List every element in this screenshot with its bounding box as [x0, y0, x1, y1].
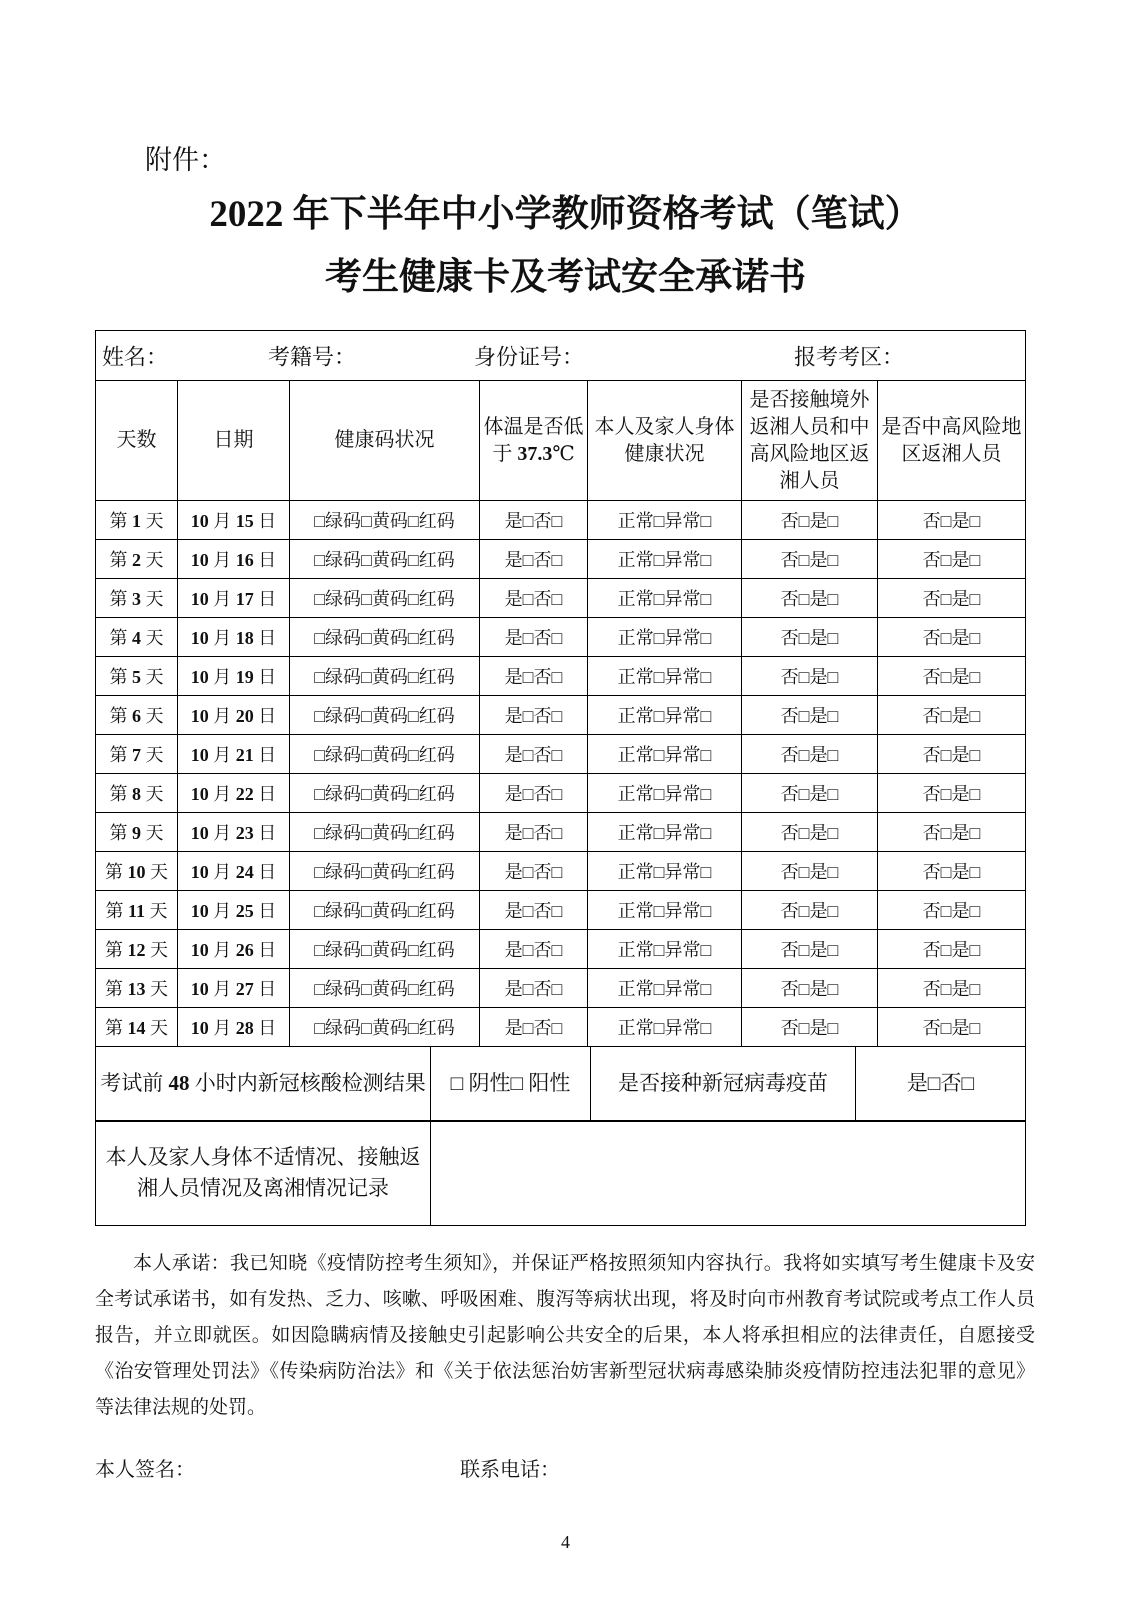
temperature-cell: 是□否□	[480, 657, 588, 696]
info-cell	[96, 331, 1026, 381]
risk-area-cell: 否□是□	[878, 501, 1026, 540]
risk-area-cell: 否□是□	[878, 1008, 1026, 1047]
temperature-cell: 是□否□	[480, 969, 588, 1008]
table-row	[96, 657, 1026, 696]
table-row	[96, 774, 1026, 813]
id-number-label: 身份证号：	[474, 344, 585, 369]
day-cell: 第 12 天	[96, 930, 178, 969]
risk-area-cell: 否□是□	[878, 579, 1026, 618]
risk-area-cell: 否□是□	[878, 930, 1026, 969]
day-cell: 第 13 天	[96, 969, 178, 1008]
date-cell: 10 月 15 日	[178, 501, 290, 540]
col-header-date: 日期	[178, 381, 290, 501]
record-label: 本人及家人身体不适情况、接触返湘人员情况及离湘情况记录	[96, 1121, 431, 1226]
page-title-line1: 2022 年下半年中小学教师资格考试（笔试）	[209, 194, 922, 235]
day-cell: 第 2 天	[96, 540, 178, 579]
health-status-cell: 正常□异常□	[588, 1008, 742, 1047]
table-row	[96, 852, 1026, 891]
date-cell: 10 月 26 日	[178, 930, 290, 969]
contact-cell: 否□是□	[742, 696, 878, 735]
health-status-cell: 正常□异常□	[588, 852, 742, 891]
date-cell: 10 月 21 日	[178, 735, 290, 774]
table-row	[96, 891, 1026, 930]
health-status-cell: 正常□异常□	[588, 501, 742, 540]
date-cell: 10 月 22 日	[178, 774, 290, 813]
table-row	[96, 813, 1026, 852]
date-cell: 10 月 17 日	[178, 579, 290, 618]
health-status-cell: 正常□异常□	[588, 579, 742, 618]
risk-area-cell: 否□是□	[878, 735, 1026, 774]
health-code-cell: □绿码□黄码□红码	[290, 735, 480, 774]
col-header-day: 天数	[96, 381, 178, 501]
nucleic-test-table	[95, 1046, 1026, 1122]
record-row	[96, 1121, 1026, 1226]
contact-cell: 否□是□	[742, 540, 878, 579]
col-header-risk-area: 是否中高风险地区返湘人员	[878, 381, 1026, 501]
column-header-row	[96, 381, 1026, 501]
risk-area-cell: 否□是□	[878, 657, 1026, 696]
contact-cell: 否□是□	[742, 930, 878, 969]
risk-area-cell: 否□是□	[878, 618, 1026, 657]
nucleic-test-label: 考试前 48 小时内新冠核酸检测结果	[96, 1046, 431, 1121]
vaccine-label: 是否接种新冠病毒疫苗	[591, 1046, 856, 1121]
day-cell: 第 9 天	[96, 813, 178, 852]
health-status-cell: 正常□异常□	[588, 540, 742, 579]
day-cell: 第 14 天	[96, 1008, 178, 1047]
contact-cell: 否□是□	[742, 774, 878, 813]
date-cell: 10 月 20 日	[178, 696, 290, 735]
health-code-cell: □绿码□黄码□红码	[290, 852, 480, 891]
contact-cell: 否□是□	[742, 501, 878, 540]
date-cell: 10 月 18 日	[178, 618, 290, 657]
health-code-cell: □绿码□黄码□红码	[290, 813, 480, 852]
temperature-cell: 是□否□	[480, 696, 588, 735]
day-cell: 第 8 天	[96, 774, 178, 813]
day-cell: 第 3 天	[96, 579, 178, 618]
record-table	[95, 1120, 1026, 1226]
attachment-label: 附件：	[145, 145, 226, 175]
table-row	[96, 501, 1026, 540]
contact-cell: 否□是□	[742, 891, 878, 930]
signature-label: 本人签名：	[95, 1459, 195, 1481]
health-status-cell: 正常□异常□	[588, 969, 742, 1008]
health-code-cell: □绿码□黄码□红码	[290, 774, 480, 813]
health-status-cell: 正常□异常□	[588, 657, 742, 696]
health-status-cell: 正常□异常□	[588, 891, 742, 930]
temperature-cell: 是□否□	[480, 774, 588, 813]
exam-number-label: 考籍号：	[268, 344, 357, 369]
day-cell: 第 4 天	[96, 618, 178, 657]
date-cell: 10 月 25 日	[178, 891, 290, 930]
health-code-cell: □绿码□黄码□红码	[290, 1008, 480, 1047]
page-number: 4	[561, 1532, 570, 1552]
nucleic-result-options: □ 阴性□ 阳性	[431, 1046, 591, 1121]
health-code-cell: □绿码□黄码□红码	[290, 618, 480, 657]
col-header-health-status: 本人及家人身体健康状况	[588, 381, 742, 501]
date-cell: 10 月 27 日	[178, 969, 290, 1008]
col-header-health-code: 健康码状况	[290, 381, 480, 501]
risk-area-cell: 否□是□	[878, 813, 1026, 852]
health-status-cell: 正常□异常□	[588, 774, 742, 813]
day-cell: 第 11 天	[96, 891, 178, 930]
contact-cell: 否□是□	[742, 969, 878, 1008]
health-code-cell: □绿码□黄码□红码	[290, 930, 480, 969]
table-row	[96, 969, 1026, 1008]
health-status-cell: 正常□异常□	[588, 813, 742, 852]
contact-cell: 否□是□	[742, 618, 878, 657]
day-cell: 第 5 天	[96, 657, 178, 696]
table-row	[96, 696, 1026, 735]
temperature-cell: 是□否□	[480, 852, 588, 891]
phone-label: 联系电话：	[460, 1459, 560, 1481]
date-cell: 10 月 23 日	[178, 813, 290, 852]
temperature-cell: 是□否□	[480, 501, 588, 540]
signature-row	[95, 1456, 1131, 1484]
day-cell: 第 7 天	[96, 735, 178, 774]
health-code-cell: □绿码□黄码□红码	[290, 657, 480, 696]
contact-cell: 否□是□	[742, 813, 878, 852]
day-cell: 第 6 天	[96, 696, 178, 735]
health-status-cell: 正常□异常□	[588, 618, 742, 657]
health-code-cell: □绿码□黄码□红码	[290, 696, 480, 735]
exam-district-label: 报考考区：	[794, 344, 905, 369]
health-code-cell: □绿码□黄码□红码	[290, 501, 480, 540]
risk-area-cell: 否□是□	[878, 696, 1026, 735]
health-status-cell: 正常□异常□	[588, 696, 742, 735]
health-status-cell: 正常□异常□	[588, 930, 742, 969]
page-title-line2: 考生健康卡及考试安全承诺书	[325, 257, 806, 298]
nucleic-test-row	[96, 1046, 1026, 1121]
table-row	[96, 1008, 1026, 1047]
temperature-cell: 是□否□	[480, 930, 588, 969]
date-cell: 10 月 16 日	[178, 540, 290, 579]
temperature-cell: 是□否□	[480, 579, 588, 618]
health-code-cell: □绿码□黄码□红码	[290, 579, 480, 618]
vaccine-options: 是□否□	[856, 1046, 1026, 1121]
table-row	[96, 540, 1026, 579]
table-row	[96, 579, 1026, 618]
health-code-cell: □绿码□黄码□红码	[290, 540, 480, 579]
commitment-paragraph: 本人承诺：我已知晓《疫情防控考生须知》，并保证严格按照须知内容执行。我将如实填写考生健康卡及安全考试承诺书，如有发热、乏力、咳嗽、呼吸困难、腹泻等病状出现，将及时向市州教育考试院或考点工作人员报告，并立即就医。如因隐瞒病情及接触史引起影响公共安全的后果，本人将承担相应的法律责任，自愿接受《治安管理处罚法》《传染病防治法》和《关于依法惩治妨害新型冠状病毒感染肺炎疫情防控违法犯罪的意见》等法律法规的处罚。	[95, 1253, 1035, 1418]
risk-area-cell: 否□是□	[878, 774, 1026, 813]
date-cell: 10 月 19 日	[178, 657, 290, 696]
date-cell: 10 月 24 日	[178, 852, 290, 891]
risk-area-cell: 否□是□	[878, 852, 1026, 891]
name-label: 姓名：	[102, 344, 169, 369]
col-header-temperature: 体温是否低于 37.3℃	[480, 381, 588, 501]
contact-cell: 否□是□	[742, 657, 878, 696]
health-status-cell: 正常□异常□	[588, 735, 742, 774]
date-cell: 10 月 28 日	[178, 1008, 290, 1047]
health-card-table	[95, 330, 1026, 1047]
health-code-cell: □绿码□黄码□红码	[290, 891, 480, 930]
temperature-cell: 是□否□	[480, 813, 588, 852]
contact-cell: 否□是□	[742, 579, 878, 618]
col-header-contact: 是否接触境外返湘人员和中高风险地区返湘人员	[742, 381, 878, 501]
temperature-cell: 是□否□	[480, 540, 588, 579]
temperature-cell: 是□否□	[480, 1008, 588, 1047]
health-code-cell: □绿码□黄码□红码	[290, 969, 480, 1008]
contact-cell: 否□是□	[742, 852, 878, 891]
info-row	[96, 331, 1026, 381]
record-blank-cell	[431, 1121, 1026, 1226]
temperature-cell: 是□否□	[480, 735, 588, 774]
table-row	[96, 618, 1026, 657]
table-row	[96, 930, 1026, 969]
contact-cell: 否□是□	[742, 735, 878, 774]
contact-cell: 否□是□	[742, 1008, 878, 1047]
risk-area-cell: 否□是□	[878, 969, 1026, 1008]
day-cell: 第 1 天	[96, 501, 178, 540]
risk-area-cell: 否□是□	[878, 540, 1026, 579]
temperature-cell: 是□否□	[480, 618, 588, 657]
day-cell: 第 10 天	[96, 852, 178, 891]
temperature-cell: 是□否□	[480, 891, 588, 930]
table-row	[96, 735, 1026, 774]
risk-area-cell: 否□是□	[878, 891, 1026, 930]
